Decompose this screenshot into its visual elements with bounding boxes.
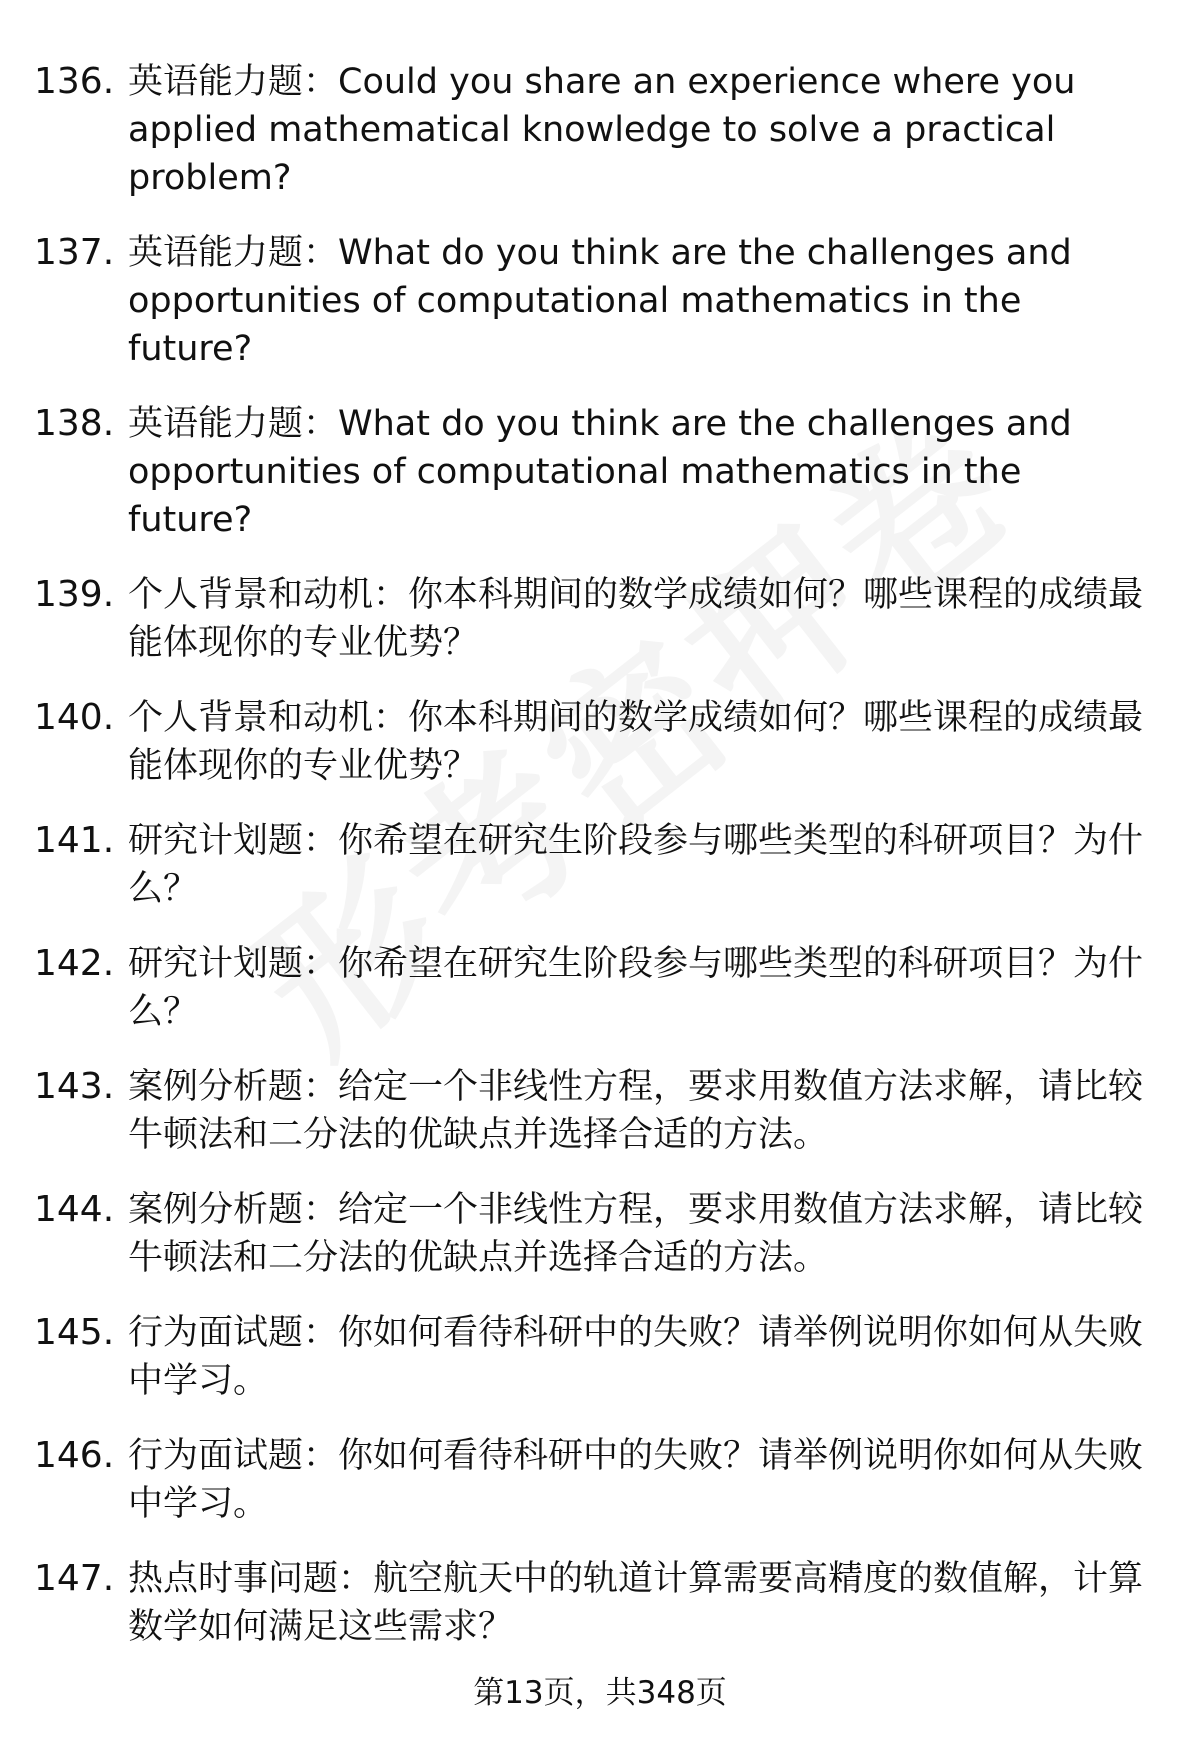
page-footer: 第13页，共348页 <box>473 1675 727 1711</box>
item-number: 143. <box>34 1066 115 1107</box>
item-number: 136. <box>34 61 115 102</box>
item-number: 145. <box>34 1312 115 1353</box>
item-number: 140. <box>34 697 115 738</box>
list-item <box>34 1063 1200 1159</box>
list-item <box>34 940 1200 1036</box>
item-text: 行为面试题：你如何看待科研中的失败？请举例说明你如何从失败中学习。 <box>128 1436 1144 1524</box>
item-text: 个人背景和动机：你本科期间的数学成绩如何？哪些课程的成绩最能体现你的专业优势？ <box>128 575 1144 663</box>
item-text: 英语能力题：What do you think are the challenges and opportunities of computational mathematics in the future? <box>128 233 1072 369</box>
item-number: 142. <box>34 943 115 984</box>
item-number: 144. <box>34 1189 115 1230</box>
list-item <box>34 817 1200 913</box>
item-number: 138. <box>34 403 115 444</box>
item-text: 案例分析题：给定一个非线性方程，要求用数值方法求解，请比较牛顿法和二分法的优缺点并选择合适的方法。 <box>128 1190 1144 1278</box>
list-item <box>34 229 1200 373</box>
item-number: 141. <box>34 820 115 861</box>
item-text: 行为面试题：你如何看待科研中的失败？请举例说明你如何从失败中学习。 <box>128 1313 1144 1401</box>
item-number: 146. <box>34 1435 115 1476</box>
item-number: 137. <box>34 232 115 273</box>
item-text: 案例分析题：给定一个非线性方程，要求用数值方法求解，请比较牛顿法和二分法的优缺点并选择合适的方法。 <box>128 1067 1144 1155</box>
item-text: 英语能力题：What do you think are the challenges and opportunities of computational mathematics in the future? <box>128 404 1072 540</box>
item-text: 英语能力题：Could you share an experience where you applied mathematical knowledge to solve a practical problem? <box>128 62 1076 198</box>
list-item <box>34 58 1200 202</box>
item-text: 研究计划题：你希望在研究生阶段参与哪些类型的科研项目？为什么？ <box>128 821 1144 909</box>
item-number: 147. <box>34 1558 115 1599</box>
list-item <box>34 400 1200 544</box>
list-item <box>34 1432 1200 1528</box>
item-number: 139. <box>34 574 115 615</box>
item-text: 研究计划题：你希望在研究生阶段参与哪些类型的科研项目？为什么？ <box>128 944 1144 1032</box>
list-item <box>34 1186 1200 1282</box>
list-item <box>34 694 1200 790</box>
item-text: 热点时事问题：航空航天中的轨道计算需要高精度的数值解，计算数学如何满足这些需求？ <box>128 1559 1144 1647</box>
question-list <box>0 58 1200 1678</box>
list-item <box>34 1555 1200 1651</box>
list-item <box>34 1309 1200 1405</box>
item-text: 个人背景和动机：你本科期间的数学成绩如何？哪些课程的成绩最能体现你的专业优势？ <box>128 698 1144 786</box>
list-item <box>34 571 1200 667</box>
